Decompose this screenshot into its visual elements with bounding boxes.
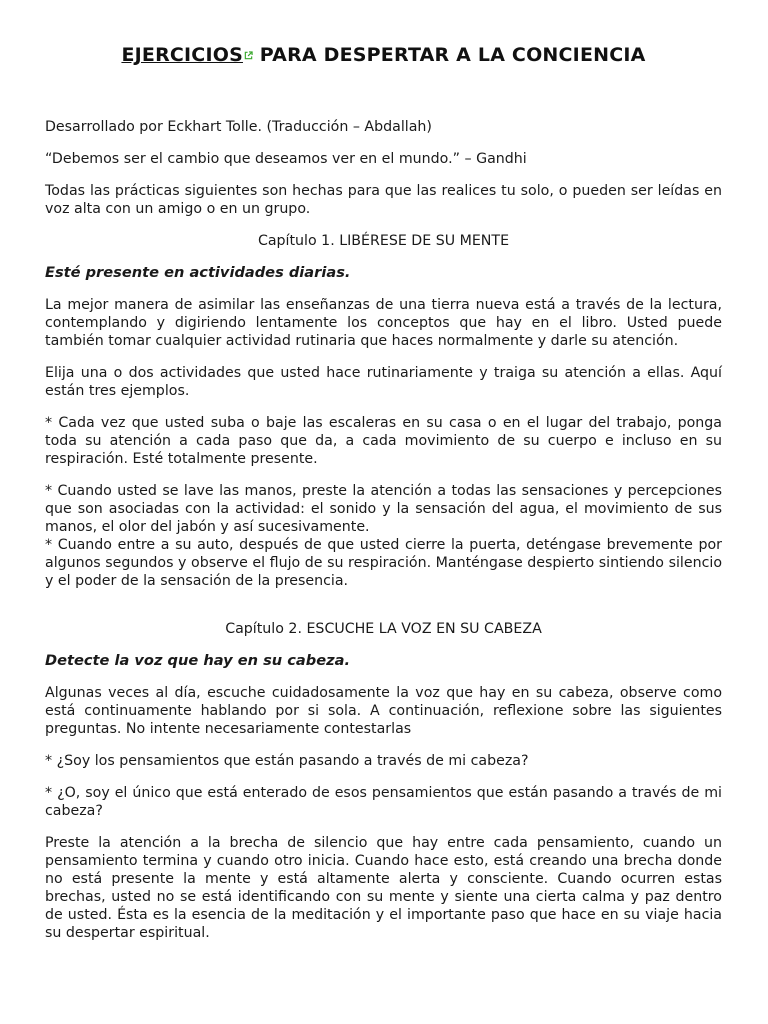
author-line: Desarrollado por Eckhart Tolle. (Traducción – Abdallah) (45, 119, 432, 135)
paragraph-3: * Cada vez que usted suba o baje las escaleras en su casa o en el lugar del trabajo, ponga toda su atención a cada paso que da, a cada movimiento de su cuerpo e incluso en su respiración. Esté totalmente presente. (45, 415, 722, 467)
paragraph-7: Preste la atención a la brecha de silencio que hay entre cada pensamiento, cuando un pensamiento termina y cuando otro inicia. Cuando hace esto, está creando una brecha donde no está presente la mente y está altamente alerta y consciente. Cuando ocurren estas brechas, usted no se está identificando con su mente y siente una cierta calma y paz dentro de usted. Ésta es la esencia de la meditación y el importante paso que hace en su viaje hacia su despertar espiritual. (45, 835, 722, 941)
document-title (45, 44, 722, 66)
quote-line: “Debemos ser el cambio que deseamos ver en el mundo.” – Gandhi (45, 151, 527, 167)
question-1: * ¿Soy los pensamientos que están pasando a través de mi cabeza? (45, 753, 529, 769)
subheading-1: Esté presente en actividades diarias. (45, 264, 351, 281)
chapter-1-heading: Capítulo 1. LIBÉRESE DE SU MENTE (257, 233, 510, 249)
paragraph-6: Algunas veces al día, escuche cuidadosamente la voz que hay en su cabeza, observe como está continuamente hablando por si sola. A continuación, reflexione sobre las siguientes preguntas. No intente necesariamente contestarlas (45, 685, 722, 737)
chapter-2-heading: Capítulo 2. ESCUCHE LA VOZ EN SU CABEZA (225, 621, 542, 637)
question-2: * ¿O, soy el único que está enterado de esos pensamientos que están pasando a través de mi cabeza? (45, 785, 722, 819)
external-link-icon[interactable] (244, 51, 253, 60)
title-rest: PARA DESPERTAR A LA CONCIENCIA (259, 44, 646, 66)
paragraph-1: La mejor manera de asimilar las enseñanzas de una tierra nueva está a través de la lectura, contemplando y digiriendo lentamente los conceptos que hay en el libro. Usted puede también tomar cualquier actividad rutinaria que haces normalmente y darle su atención. (45, 297, 722, 349)
paragraph-4: * Cuando usted se lave las manos, preste la atención a todas las sensaciones y percepciones que son asociadas con la actividad: el sonido y la sensación del agua, el movimiento de sus manos, el olor del jabón y así sucesivamente. (45, 483, 722, 535)
paragraph-2: Elija una o dos actividades que usted hace rutinariamente y traiga su atención a ellas. Aquí están tres ejemplos. (45, 365, 722, 399)
document-body (45, 118, 722, 956)
intro-paragraph: Todas las prácticas siguientes son hechas para que las realices tu solo, o pueden ser leídas en voz alta con un amigo o en un grupo. (45, 183, 722, 217)
title-link[interactable]: EJERCICIOS (121, 44, 243, 66)
subheading-2: Detecte la voz que hay en su cabeza. (45, 652, 350, 669)
paragraph-5: * Cuando entre a su auto, después de que usted cierre la puerta, deténgase brevemente por algunos segundos y observe el flujo de su respiración. Manténgase despierto sintiendo silencio y el poder de la sensación de la presencia. (45, 537, 722, 589)
